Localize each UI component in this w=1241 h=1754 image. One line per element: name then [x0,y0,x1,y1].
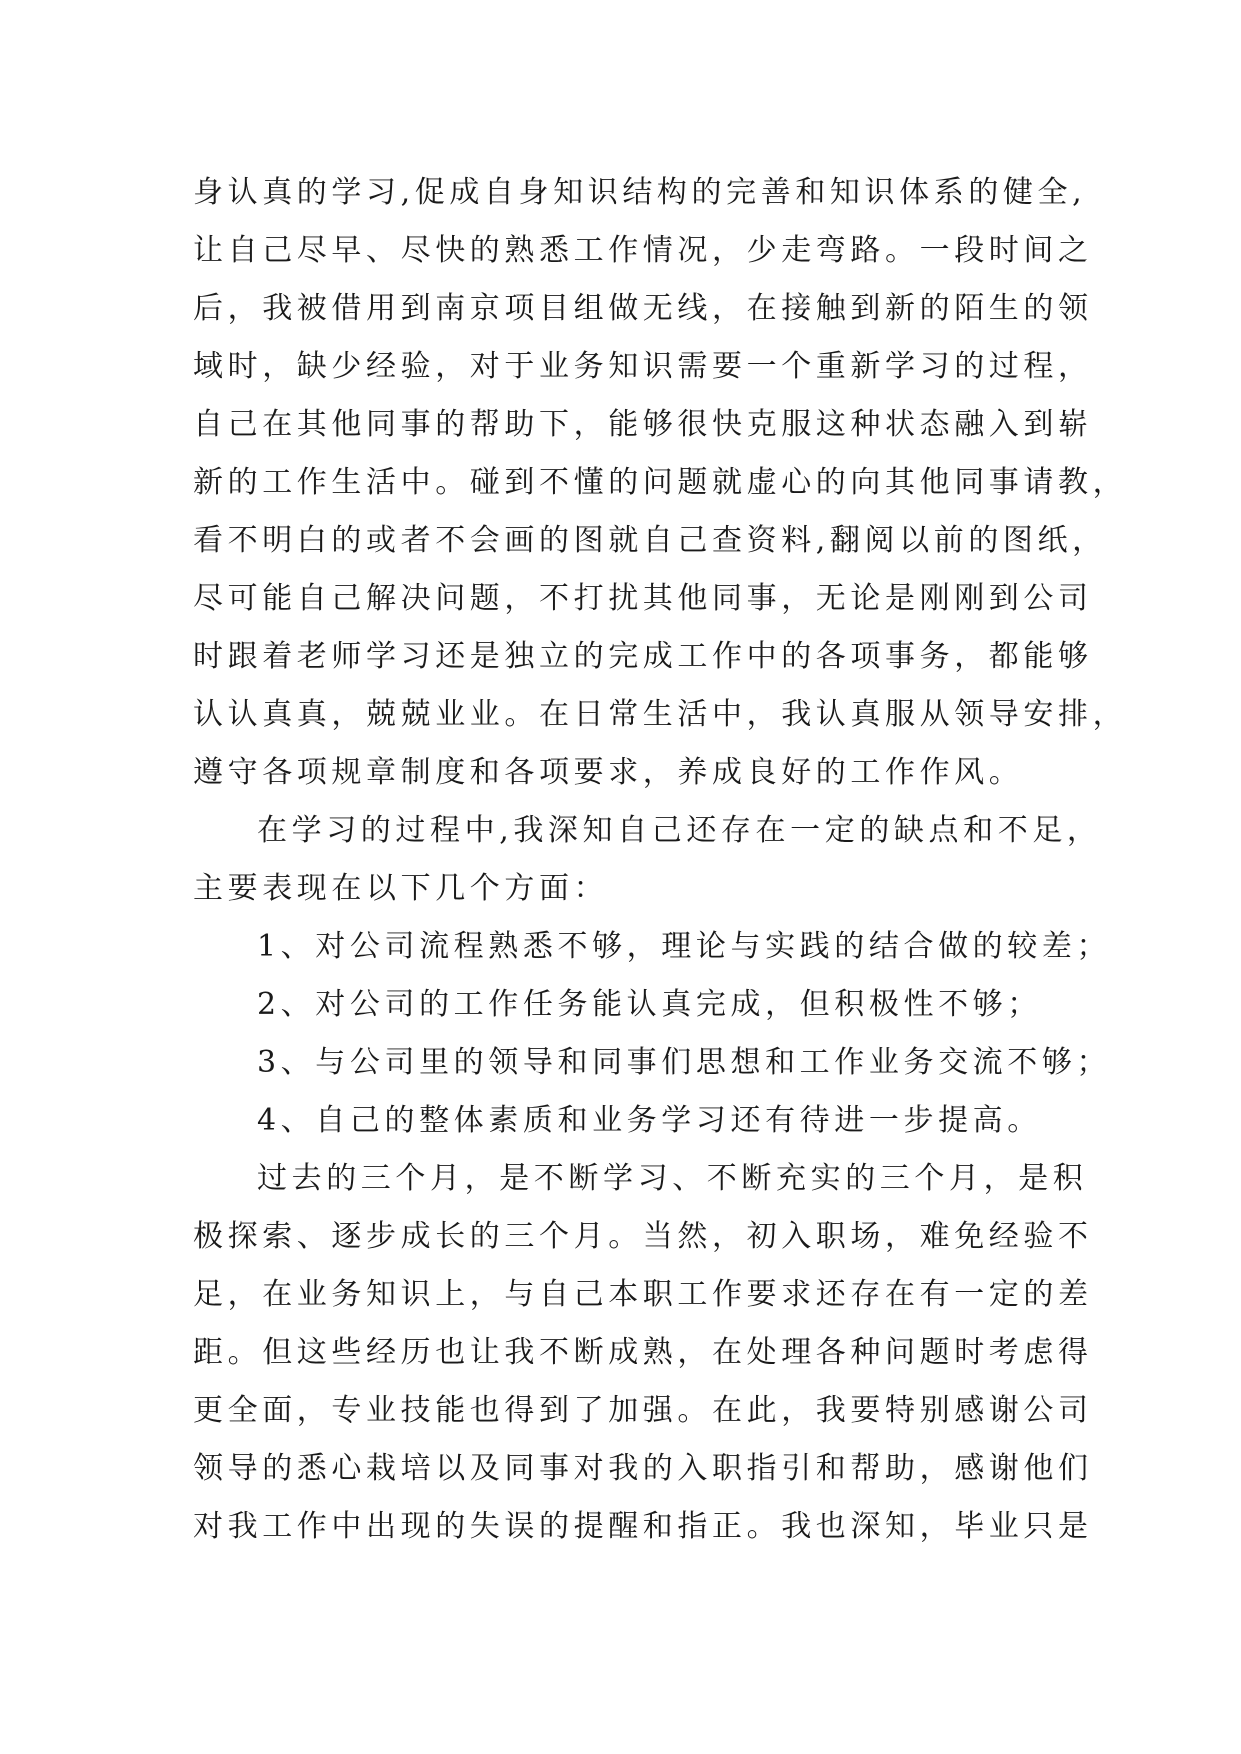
text-line: 领导的悉心栽培以及同事对我的入职指引和帮助，感谢他们 [193,1451,1093,1486]
text-line: 自己在其他同事的帮助下，能够很快克服这种状态融入到崭 [193,407,1093,442]
text-line: 距。但这些经历也让我不断成熟，在处理各种问题时考虑得 [193,1335,1093,1370]
text-line: 极探索、逐步成长的三个月。当然，初入职场，难免经验不 [193,1219,1093,1254]
list-item: 2、对公司的工作任务能认真完成，但积极性不够； [257,987,1042,1022]
text-line: 遵守各项规章制度和各项要求，养成良好的工作作风。 [193,755,1024,790]
text-line: 更全面，专业技能也得到了加强。在此，我要特别感谢公司 [193,1393,1093,1428]
text-line: 新的工作生活中。碰到不懂的问题就虚心的向其他同事请教， [193,465,1128,500]
text-line: 看不明白的或者不会画的图就自己查资料,翻阅以前的图纸， [193,523,1107,558]
list-item: 3、与公司里的领导和同事们思想和工作业务交流不够； [257,1045,1112,1080]
text-line: 认认真真，兢兢业业。在日常生活中，我认真服从领导安排， [193,697,1128,732]
paragraph-start-line: 在学习的过程中,我深知自己还存在一定的缺点和不足， [257,813,1102,848]
text-line: 身认真的学习,促成自身知识结构的完善和知识体系的健全, [193,175,1087,210]
text-line: 后，我被借用到南京项目组做无线，在接触到新的陌生的领 [193,291,1093,326]
text-line: 足，在业务知识上，与自己本职工作要求还存在有一定的差 [193,1277,1093,1312]
list-item: 4、自己的整体素质和业务学习还有待进一步提高。 [257,1103,1042,1138]
text-line: 时跟着老师学习还是独立的完成工作中的各项事务，都能够 [193,639,1093,674]
text-line: 对我工作中出现的失误的提醒和指正。我也深知，毕业只是 [193,1509,1093,1544]
text-line: 尽可能自己解决问题，不打扰其他同事，无论是刚刚到公司 [193,581,1093,616]
paragraph-start-line: 过去的三个月，是不断学习、不断充实的三个月，是积 [257,1161,1088,1196]
text-line: 让自己尽早、尽快的熟悉工作情况，少走弯路。一段时间之 [193,233,1093,268]
list-item: 1、对公司流程熟悉不够，理论与实践的结合做的较差； [257,929,1112,964]
document-body [193,164,1128,1556]
text-line: 主要表现在以下几个方面： [193,871,609,906]
text-line: 域时，缺少经验，对于业务知识需要一个重新学习的过程， [193,349,1093,384]
